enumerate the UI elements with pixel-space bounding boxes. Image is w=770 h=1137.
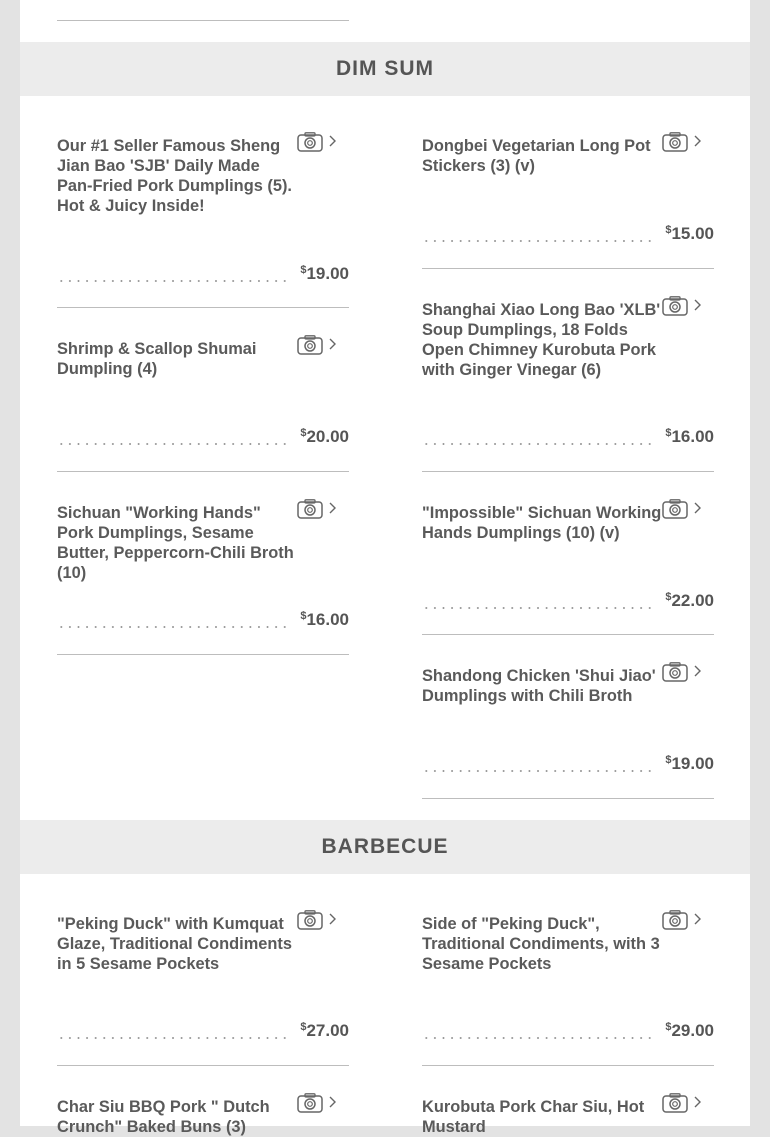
item-photo-button[interactable]	[297, 499, 349, 523]
price-row	[422, 224, 714, 244]
camera-icon	[297, 132, 323, 152]
chevron-right-icon	[692, 664, 702, 678]
item-name: "Peking Duck" with Kumquat Glaze, Traditional Condiments in 5 Sesame Pockets	[57, 915, 292, 973]
dot-leader	[57, 443, 289, 445]
dot-leader	[422, 607, 654, 609]
item-price: $20.00	[300, 427, 349, 446]
item-divider	[57, 654, 349, 655]
item-divider	[57, 471, 349, 472]
price-row	[57, 264, 349, 284]
item-price: $27.00	[300, 1021, 349, 1040]
chevron-right-icon	[692, 912, 702, 926]
chevron-right-icon	[327, 501, 337, 515]
chevron-right-icon	[692, 501, 702, 515]
item-divider	[422, 1065, 714, 1066]
item-price: $16.00	[300, 610, 349, 629]
dot-leader	[422, 443, 654, 445]
chevron-right-icon	[327, 337, 337, 351]
price-row	[422, 427, 714, 447]
price-row	[57, 1021, 349, 1041]
price-row	[422, 591, 714, 611]
price-row	[422, 754, 714, 774]
dot-leader	[57, 626, 289, 628]
item-price: $19.00	[665, 754, 714, 773]
camera-icon	[662, 499, 688, 519]
item-name: Sichuan "Working Hands" Pork Dumplings, Sesame Butter, Peppercorn-Chili Broth (10)	[57, 504, 294, 582]
item-name: Side of "Peking Duck", Traditional Condiments, with 3 Sesame Pockets	[422, 915, 660, 973]
menu-page	[20, 0, 750, 1136]
item-photo-button[interactable]	[662, 662, 714, 686]
chevron-right-icon	[327, 912, 337, 926]
item-name: "Impossible" Sichuan Working Hands Dumplings (10) (v)	[422, 504, 662, 542]
item-divider	[422, 798, 714, 799]
item-price: $29.00	[665, 1021, 714, 1040]
item-name: Dongbei Vegetarian Long Pot Stickers (3) (v)	[422, 137, 651, 175]
camera-icon	[297, 910, 323, 930]
item-divider	[57, 20, 349, 21]
dot-leader	[422, 770, 654, 772]
dot-leader	[422, 240, 654, 242]
item-divider	[57, 307, 349, 308]
item-name: Kurobuta Pork Char Siu, Hot Mustard	[422, 1098, 645, 1136]
camera-icon	[297, 1093, 323, 1113]
section-title: BARBECUE	[321, 835, 449, 858]
chevron-right-icon	[692, 134, 702, 148]
price-row	[57, 610, 349, 630]
item-photo-button[interactable]	[297, 910, 349, 934]
item-photo-button[interactable]	[662, 132, 714, 156]
chevron-right-icon	[327, 134, 337, 148]
camera-icon	[662, 132, 688, 152]
dot-leader	[422, 1037, 654, 1039]
camera-icon	[662, 910, 688, 930]
dot-leader	[57, 1037, 289, 1039]
item-photo-button[interactable]	[662, 296, 714, 320]
section-header-dim-sum	[20, 42, 750, 96]
camera-icon	[662, 1093, 688, 1113]
price-row	[422, 1021, 714, 1041]
item-name: Char Siu BBQ Pork " Dutch Crunch" Baked Buns (3)	[57, 1098, 270, 1136]
chevron-right-icon	[692, 298, 702, 312]
item-price: $22.00	[665, 591, 714, 610]
chevron-right-icon	[327, 1095, 337, 1109]
price-row	[57, 427, 349, 447]
item-photo-button[interactable]	[297, 335, 349, 359]
camera-icon	[662, 296, 688, 316]
section-title: DIM SUM	[336, 57, 434, 80]
item-photo-button[interactable]	[297, 1093, 349, 1117]
item-name: Our #1 Seller Famous Sheng Jian Bao 'SJB' Daily Made Pan-Fried Pork Dumplings (5). Hot & Juicy Inside!	[57, 137, 292, 215]
item-photo-button[interactable]	[662, 1093, 714, 1117]
camera-icon	[297, 335, 323, 355]
item-photo-button[interactable]	[662, 499, 714, 523]
item-price: $16.00	[665, 427, 714, 446]
item-divider	[422, 268, 714, 269]
item-name: Shanghai Xiao Long Bao 'XLB' Soup Dumplings, 18 Folds Open Chimney Kurobuta Pork with Ginger Vinegar (6)	[422, 301, 661, 379]
dot-leader	[57, 280, 289, 282]
item-divider	[57, 1065, 349, 1066]
item-divider	[422, 634, 714, 635]
item-price: $15.00	[665, 224, 714, 243]
item-name: Shandong Chicken 'Shui Jiao' Dumplings with Chili Broth	[422, 667, 656, 705]
camera-icon	[297, 499, 323, 519]
camera-icon	[662, 662, 688, 682]
item-divider	[422, 471, 714, 472]
item-photo-button[interactable]	[297, 132, 349, 156]
item-photo-button[interactable]	[662, 910, 714, 934]
item-price: $19.00	[300, 264, 349, 283]
section-header-barbecue	[20, 820, 750, 874]
chevron-right-icon	[692, 1095, 702, 1109]
item-name: Shrimp & Scallop Shumai Dumpling (4)	[57, 340, 257, 378]
